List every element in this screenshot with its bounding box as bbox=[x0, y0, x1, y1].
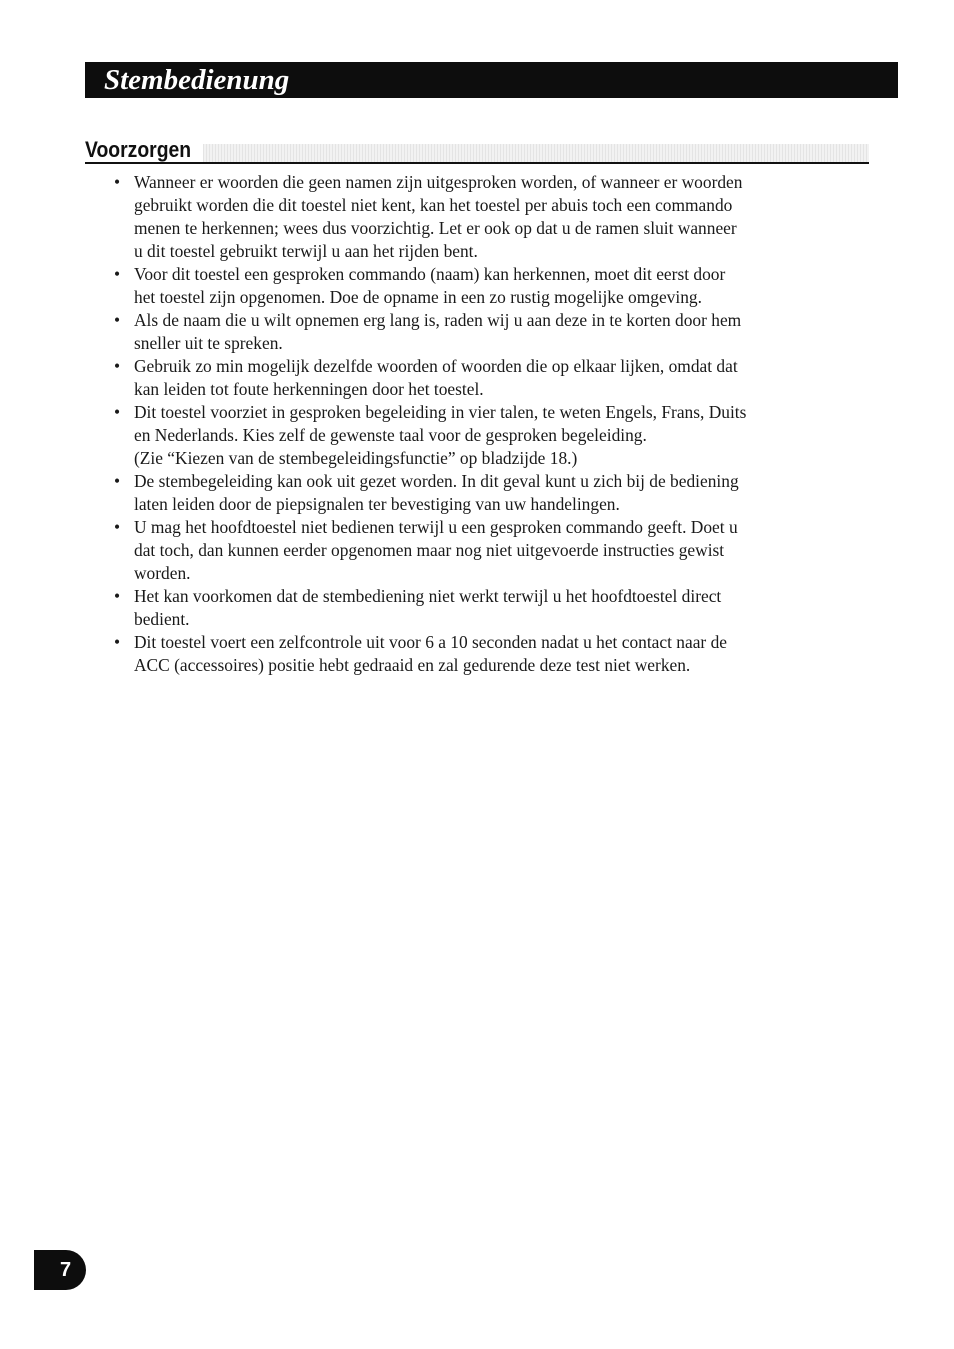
page-number-tab bbox=[34, 1250, 86, 1290]
bullet-dot: • bbox=[114, 172, 121, 192]
section-header-shading bbox=[203, 144, 869, 162]
section-rule bbox=[85, 162, 869, 164]
list-item bbox=[114, 309, 844, 355]
list-item-line: Wanneer er woorden die geen namen zijn uitgesproken worden, of wanneer er woorden bbox=[134, 172, 743, 192]
list-item-line: bedient. bbox=[134, 609, 190, 629]
chapter-title-bar bbox=[85, 62, 898, 98]
list-item-line: Voor dit toestel een gesproken commando (naam) kan herkennen, moet dit eerst door bbox=[134, 264, 726, 284]
list-item-line: ACC (accessoires) positie hebt gedraaid en zal gedurende deze test niet werken. bbox=[134, 655, 691, 675]
list-item bbox=[114, 263, 844, 309]
list-item-line: en Nederlands. Kies zelf de gewenste taal voor de gesproken begeleiding. bbox=[134, 425, 647, 445]
list-item-line: Dit toestel voorziet in gesproken begeleiding in vier talen, te weten Engels, Frans, Duits bbox=[134, 402, 747, 422]
list-item bbox=[114, 355, 844, 401]
section-header bbox=[85, 136, 869, 162]
list-item-line: dat toch, dan kunnen eerder opgenomen maar nog niet uitgevoerde instructies gewist bbox=[134, 540, 725, 560]
list-item-line: menen te herkennen; wees dus voorzichtig. Let er ook op dat u de ramen sluit wanneer bbox=[134, 218, 737, 238]
bullet-dot: • bbox=[114, 310, 121, 330]
bullet-dot: • bbox=[114, 632, 121, 652]
list-item-line: worden. bbox=[134, 563, 191, 583]
list-item-line: sneller uit te spreken. bbox=[134, 333, 283, 353]
list-item-line: (Zie “Kiezen van de stembegeleidingsfunctie” op bladzijde 18.) bbox=[134, 448, 578, 468]
list-item-line: laten leiden door de piepsignalen ter bevestiging van uw handelingen. bbox=[134, 494, 620, 514]
bullet-dot: • bbox=[114, 264, 121, 284]
list-item-line: Het kan voorkomen dat de stembediening niet werkt terwijl u het hoofdtoestel direct bbox=[134, 586, 722, 606]
list-item-line: gebruikt worden die dit toestel niet kent, kan het toestel per abuis toch een commando bbox=[134, 195, 733, 215]
section-heading: Voorzorgen bbox=[85, 137, 192, 162]
list-item bbox=[114, 631, 844, 677]
list-item bbox=[114, 171, 844, 263]
bullet-dot: • bbox=[114, 586, 121, 606]
bullet-dot: • bbox=[114, 471, 121, 491]
list-item bbox=[114, 401, 844, 470]
list-item-line: Gebruik zo min mogelijk dezelfde woorden of woorden die op elkaar lijken, omdat dat bbox=[134, 356, 738, 376]
bullet-dot: • bbox=[114, 356, 121, 376]
list-item-line: De stembegeleiding kan ook uit gezet worden. In dit geval kunt u zich bij de bediening bbox=[134, 471, 739, 491]
bullet-dot: • bbox=[114, 402, 121, 422]
list-item bbox=[114, 585, 844, 631]
list-item-line: U mag het hoofdtoestel niet bedienen terwijl u een gesproken commando geeft. Doet u bbox=[134, 517, 738, 537]
chapter-title: Stembedienung bbox=[104, 64, 290, 96]
list-item bbox=[114, 470, 844, 516]
list-item-line: het toestel zijn opgenomen. Doe de opname in een zo rustig mogelijke omgeving. bbox=[134, 287, 702, 307]
list-item-line: kan leiden tot foute herkenningen door het toestel. bbox=[134, 379, 484, 399]
page-number: 7 bbox=[60, 1259, 72, 1281]
list-item-line: u dit toestel gebruikt terwijl u aan het rijden bent. bbox=[134, 241, 478, 261]
precautions-list bbox=[114, 171, 844, 677]
list-item-line: Als de naam die u wilt opnemen erg lang is, raden wij u aan deze in te korten door hem bbox=[134, 310, 742, 330]
list-item-line: Dit toestel voert een zelfcontrole uit voor 6 a 10 seconden nadat u het contact naar de bbox=[134, 632, 727, 652]
bullet-dot: • bbox=[114, 517, 121, 537]
list-item bbox=[114, 516, 844, 585]
